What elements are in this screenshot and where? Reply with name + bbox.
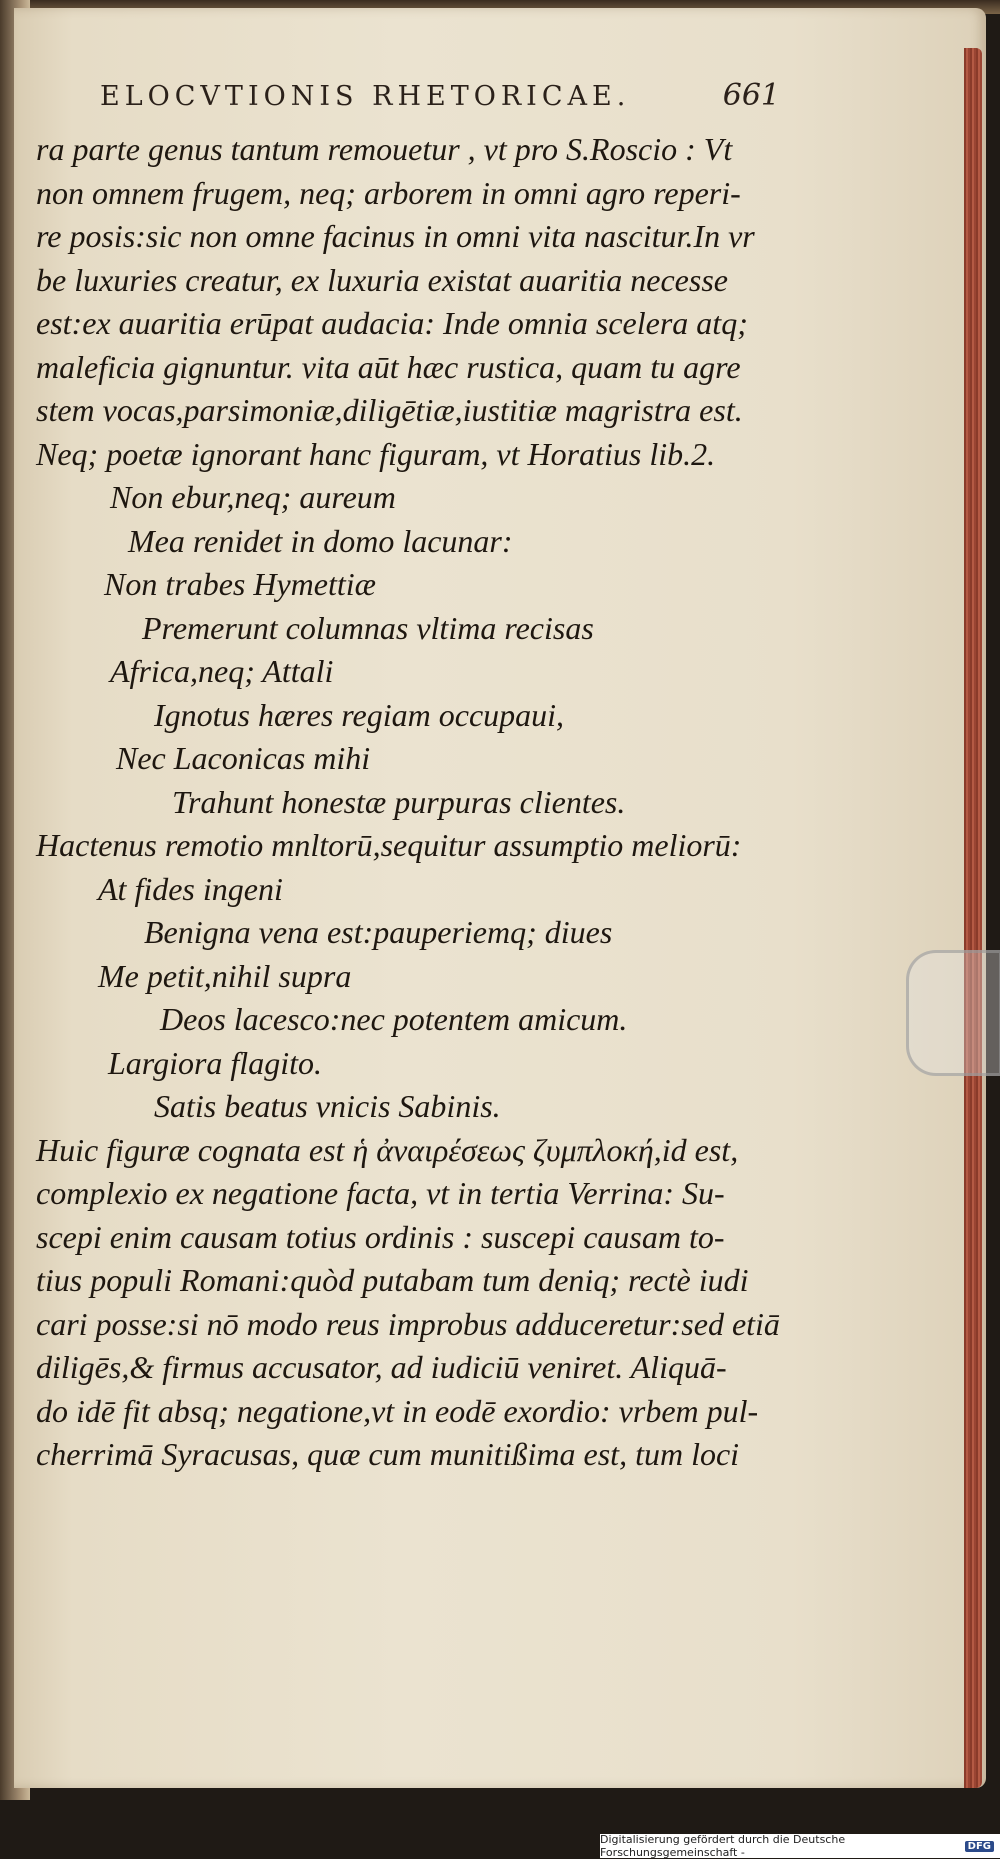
credit-text: Digitalisierung gefördert durch die Deutsche Forschungsgemeinschaft - [600,1833,846,1859]
text-line: maleficia gignuntur. vita aūt hæc rustica, quam tu agre [36,348,741,385]
verse-line: Me petit,nihil supra [98,957,352,994]
text-line: Neq; poetæ ignorant hanc figuram, vt Horatius lib.2. [36,435,716,472]
verse-line: Nec Laconicas mihi [116,740,371,776]
text-line: stem vocas,parsimoniæ,diligētiæ,iustitiæ magristra est. [36,392,743,428]
running-header [100,78,780,113]
verse-line: Deos lacesco:nec potentem amicum. [160,1001,628,1037]
dfg-logo: DFG [965,1841,994,1852]
verse-line: Largiora flagito. [108,1044,322,1081]
transition-line: Hactenus remotio mnltorū,sequitur assumptio meliorū: [36,827,742,863]
text-line: re posis:sic non omne facinus in omni vita nascitur.In vr [36,218,755,254]
verse-line: Non ebur,neq; aureum [110,479,396,515]
page-clip [906,950,1000,1076]
text-line: scepi enim causam totius ordinis : suscepi causam to- [36,1218,725,1255]
text-line: do idē fit absq; negatione,vt in eodē exordio: vrbem pul- [36,1392,759,1429]
fore-edge [964,48,982,1788]
text-line: non omnem frugem, neq; arborem in omni agro reperi- [36,174,741,211]
text-line: complexio ex negatione facta, vt in tertia Verrina: Su- [36,1175,725,1211]
text-line: cherrimā Syracusas, quæ cum munitißima est, tum loci [36,1436,740,1472]
verse-line: Premerunt columnas vltima recisas [142,609,594,646]
verse-line: Mea renidet in domo lacunar: [128,522,513,559]
verse-line: Satis beatus vnicis Sabinis. [154,1088,501,1124]
verse-line: Benigna vena est:pauperiemq; diues [144,914,613,950]
text-line: cari posse:si nō modo reus improbus adduceretur:sed etiā [36,1305,780,1342]
text-line: ra parte genus tantum remouetur , vt pro S.Roscio : Vt [36,131,733,167]
running-head-title: ELOCVTIONIS RHETORICAE. [100,81,631,112]
verse-line: At fides ingeni [98,870,283,907]
text-line: est:ex auaritia erūpat audacia: Inde omnia scelera atq; [36,305,748,341]
page-number: 661 [722,78,780,113]
verse-line: Trahunt honestæ purpuras clientes. [172,783,626,820]
verse-line: Ignotus hæres regiam occupaui, [154,696,565,733]
verse-line: Non trabes Hymettiæ [104,566,376,602]
verse-line: Africa,neq; Attali [110,653,334,689]
digitization-credit [600,1834,1000,1858]
text-line: Huic figuræ cognata est ἡ ἀναιρέσεως ζυμπλοκή,id est, [36,1131,739,1168]
text-line: tius populi Romani:quòd putabam tum deniq; rectè iudi [36,1262,749,1298]
verse-block-2 [36,868,786,1129]
text-line: be luxuries creatur, ex luxuria existat auaritia necesse [36,261,728,298]
text-line: diligēs,& firmus accusator, ad iudiciū veniret. Aliquā- [36,1349,727,1385]
body-text [36,128,786,1477]
verse-block-1 [36,476,786,824]
